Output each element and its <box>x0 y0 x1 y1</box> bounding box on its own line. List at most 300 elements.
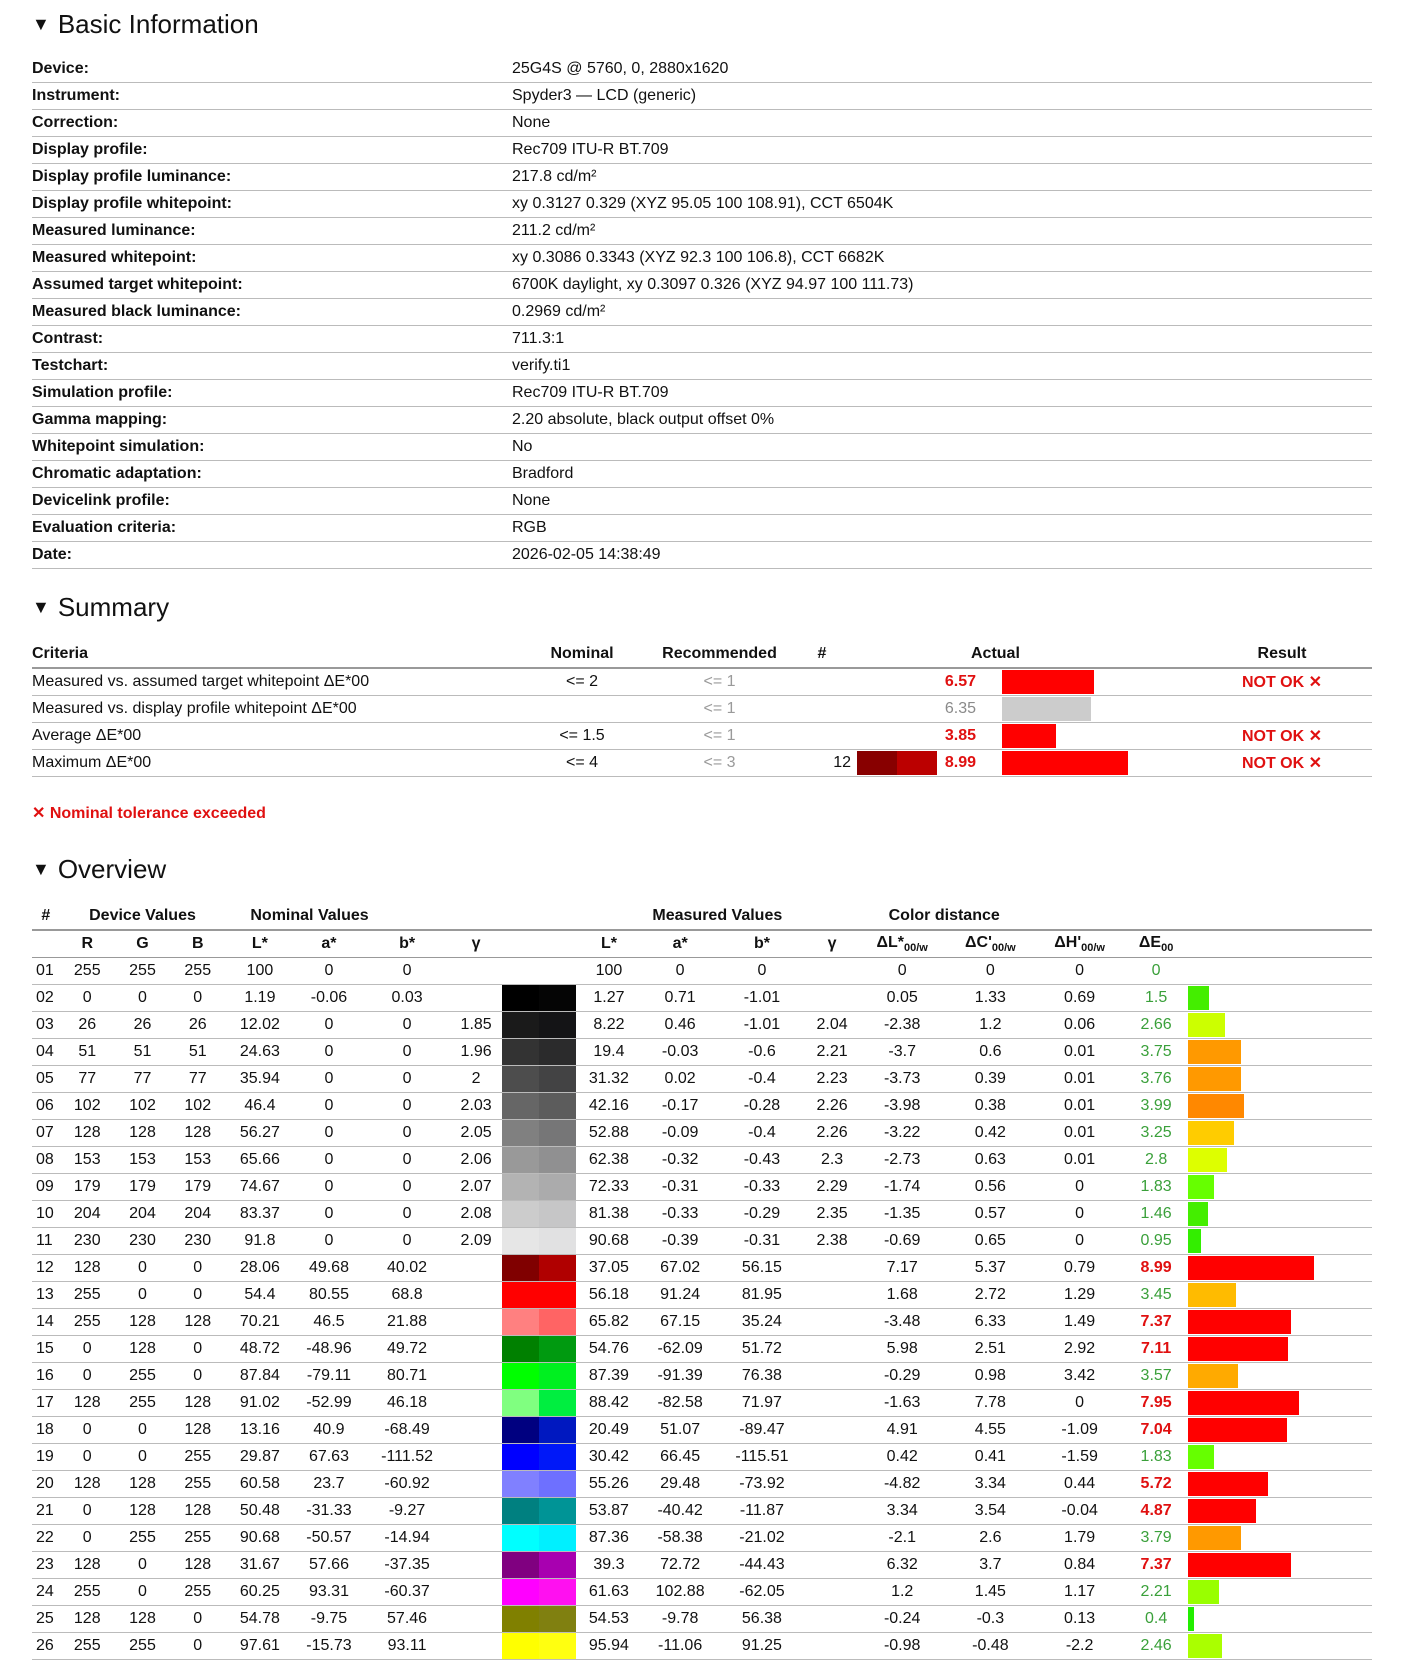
criteria-label: Measured vs. display profile whitepoint ΔE*00 <box>32 696 512 723</box>
cell-ml: 42.16 <box>576 1093 642 1120</box>
cell-b: 153 <box>170 1147 225 1174</box>
cell-ng: 1.96 <box>451 1039 502 1066</box>
delta-e-bar <box>1188 986 1209 1010</box>
col-g: G <box>115 930 170 958</box>
nominal-value: <= 1.5 <box>512 723 652 750</box>
cell-dl: 1.68 <box>859 1282 946 1309</box>
cell-mg <box>806 1552 859 1579</box>
cell-mb: 35.24 <box>718 1309 805 1336</box>
delta-e-value: 3.25 <box>1124 1120 1188 1147</box>
summary-table <box>32 641 1372 777</box>
cell-ng: 2.07 <box>451 1174 502 1201</box>
swatch-half <box>502 985 539 1011</box>
swatch-half <box>539 1498 576 1524</box>
cell-g: 102 <box>115 1093 170 1120</box>
delta-e-bar <box>1188 1634 1222 1658</box>
cell-dc: 2.6 <box>946 1525 1035 1552</box>
actual-value: 8.99 <box>937 750 1002 777</box>
info-value: 217.8 cd/m² <box>512 164 1372 191</box>
cell-g: 77 <box>115 1066 170 1093</box>
cell-r: 255 <box>60 958 115 985</box>
basic-info-table <box>32 56 1372 569</box>
delta-e-value: 0.95 <box>1124 1228 1188 1255</box>
swatch-half <box>502 1606 539 1632</box>
cell-ma: 29.48 <box>642 1471 719 1498</box>
patch-swatch <box>502 985 576 1012</box>
cell-ng: 2.08 <box>451 1201 502 1228</box>
swatch-pair <box>502 1120 576 1146</box>
cell-nb: 0 <box>364 1012 451 1039</box>
table-row <box>32 1336 1372 1363</box>
cell-g: 128 <box>115 1120 170 1147</box>
cell-ng: 2.05 <box>451 1120 502 1147</box>
patch-swatch <box>502 1039 576 1066</box>
swatch-half <box>539 1228 576 1254</box>
delta-e-value: 0.4 <box>1124 1606 1188 1633</box>
cell-nl: 90.68 <box>225 1525 294 1552</box>
patch-swatch <box>857 750 937 777</box>
delta-e-value: 7.95 <box>1124 1390 1188 1417</box>
cell-dl: -3.7 <box>859 1039 946 1066</box>
cell-ma: -11.06 <box>642 1633 719 1660</box>
section-title-basic[interactable]: ▼ Basic Information <box>32 9 259 39</box>
cell-g: 128 <box>115 1498 170 1525</box>
cell-na: 0 <box>294 1228 363 1255</box>
patch-swatch <box>502 1633 576 1660</box>
cell-nb: 21.88 <box>364 1309 451 1336</box>
info-value: No <box>512 434 1372 461</box>
cell-g: 255 <box>115 1633 170 1660</box>
cell-nb: 0 <box>364 1147 451 1174</box>
cell-r: 128 <box>60 1552 115 1579</box>
recommended-value: <= 1 <box>652 723 787 750</box>
patch-number: 24 <box>32 1579 60 1606</box>
swatch-pair <box>502 1093 576 1119</box>
cell-nb: 0 <box>364 1093 451 1120</box>
swatch-half <box>502 1120 539 1146</box>
info-value: 2.20 absolute, black output offset 0% <box>512 407 1372 434</box>
cell-mb: 0 <box>718 958 805 985</box>
cell-dl: -0.29 <box>859 1363 946 1390</box>
delta-e-bar-cell <box>1188 1066 1372 1093</box>
cell-nl: 60.25 <box>225 1579 294 1606</box>
cell-nl: 29.87 <box>225 1444 294 1471</box>
cell-ml: 81.38 <box>576 1201 642 1228</box>
cell-mg: 2.04 <box>806 1012 859 1039</box>
col-measured-b: b* <box>718 930 805 958</box>
info-row <box>32 137 1372 164</box>
patch-swatch <box>502 1093 576 1120</box>
cell-mg <box>806 1525 859 1552</box>
actual-value: 6.35 <box>937 696 1002 723</box>
cell-ma: -0.31 <box>642 1174 719 1201</box>
cell-mb: 56.15 <box>718 1255 805 1282</box>
cell-dh: 0.06 <box>1035 1012 1124 1039</box>
patch-swatch <box>857 696 937 723</box>
cell-ml: 39.3 <box>576 1552 642 1579</box>
cell-r: 26 <box>60 1012 115 1039</box>
cell-dc: 1.45 <box>946 1579 1035 1606</box>
swatch-half <box>502 1174 539 1200</box>
cell-r: 128 <box>60 1606 115 1633</box>
patch-swatch <box>502 1552 576 1579</box>
cell-dc: 2.72 <box>946 1282 1035 1309</box>
cell-dc: 4.55 <box>946 1417 1035 1444</box>
patch-swatch <box>502 1228 576 1255</box>
cell-ma: 67.15 <box>642 1309 719 1336</box>
delta-e-value: 1.83 <box>1124 1444 1188 1471</box>
patch-swatch <box>502 1336 576 1363</box>
cell-r: 255 <box>60 1633 115 1660</box>
cell-dc: 5.37 <box>946 1255 1035 1282</box>
cell-dl: -4.82 <box>859 1471 946 1498</box>
delta-e-bar <box>1188 1040 1241 1064</box>
cell-b: 255 <box>170 1579 225 1606</box>
cell-mg <box>806 1255 859 1282</box>
cell-nl: 28.06 <box>225 1255 294 1282</box>
cell-dc: 6.33 <box>946 1309 1035 1336</box>
col-actual: Actual <box>937 641 1192 668</box>
cell-ml: 8.22 <box>576 1012 642 1039</box>
table-row <box>32 1498 1372 1525</box>
col-nominal-a: a* <box>294 930 363 958</box>
info-value: xy 0.3086 0.3343 (XYZ 92.3 100 106.8), CCT 6682K <box>512 245 1372 272</box>
cell-r: 128 <box>60 1471 115 1498</box>
cell-ma: 0.02 <box>642 1066 719 1093</box>
nominal-value: <= 2 <box>512 668 652 696</box>
cell-mg <box>806 1390 859 1417</box>
delta-e-bar-cell <box>1188 1552 1372 1579</box>
cell-nl: 87.84 <box>225 1363 294 1390</box>
cell-ng <box>451 1417 502 1444</box>
cell-ml: 90.68 <box>576 1228 642 1255</box>
recommended-value: <= 1 <box>652 696 787 723</box>
cell-nb: 0.03 <box>364 985 451 1012</box>
info-label: Whitepoint simulation: <box>32 434 512 461</box>
cell-nb: -111.52 <box>364 1444 451 1471</box>
info-value: RGB <box>512 515 1372 542</box>
cell-mg: 2.23 <box>806 1066 859 1093</box>
swatch-pair <box>502 1309 576 1335</box>
cell-b: 51 <box>170 1039 225 1066</box>
delta-e-bar-cell <box>1188 1606 1372 1633</box>
cell-na: -50.57 <box>294 1525 363 1552</box>
actual-bar <box>1002 751 1128 775</box>
cell-ng <box>451 1606 502 1633</box>
swatch-half <box>502 1228 539 1254</box>
group-measured-values: Measured Values <box>576 903 859 930</box>
info-row <box>32 407 1372 434</box>
actual-bar-cell <box>1002 696 1192 723</box>
cell-mg <box>806 1633 859 1660</box>
patch-number: 02 <box>32 985 60 1012</box>
delta-e-bar <box>1188 1175 1214 1199</box>
cell-dh: 0.01 <box>1035 1039 1124 1066</box>
swatch-pair <box>502 1525 576 1551</box>
delta-e-bar <box>1188 1013 1225 1037</box>
patch-swatch <box>502 1606 576 1633</box>
collapse-triangle-icon[interactable]: ▼ <box>32 14 50 34</box>
table-row <box>32 958 1372 985</box>
cell-na: 0 <box>294 1012 363 1039</box>
cell-nb: -68.49 <box>364 1417 451 1444</box>
cell-dl: 0 <box>859 958 946 985</box>
swatch-half <box>539 1012 576 1038</box>
cell-ng <box>451 1363 502 1390</box>
cell-ng <box>451 1309 502 1336</box>
section-title-summary[interactable]: ▼ Summary <box>32 592 170 622</box>
patch-number: 22 <box>32 1525 60 1552</box>
info-value: 2026-02-05 14:38:49 <box>512 542 1372 569</box>
cell-dc: 0.98 <box>946 1363 1035 1390</box>
cell-r: 77 <box>60 1066 115 1093</box>
swatch-half <box>539 1066 576 1092</box>
info-row <box>32 56 1372 83</box>
info-label: Devicelink profile: <box>32 488 512 515</box>
swatch-pair <box>502 1552 576 1578</box>
delta-e-value: 2.8 <box>1124 1147 1188 1174</box>
recommended-value: <= 1 <box>652 668 787 696</box>
cell-dh: -1.09 <box>1035 1417 1124 1444</box>
info-row <box>32 245 1372 272</box>
info-row <box>32 299 1372 326</box>
cell-b: 0 <box>170 1633 225 1660</box>
delta-e-bar-cell <box>1188 1498 1372 1525</box>
patch-number: 03 <box>32 1012 60 1039</box>
collapse-triangle-icon[interactable]: ▼ <box>32 597 50 617</box>
cell-nb: -9.27 <box>364 1498 451 1525</box>
delta-e-bar <box>1188 1202 1208 1226</box>
cell-mg <box>806 1336 859 1363</box>
swatch-pair <box>502 1633 576 1659</box>
delta-e-bar <box>1188 1256 1314 1280</box>
cell-dh: 1.49 <box>1035 1309 1124 1336</box>
tolerance-note: ✕ Nominal tolerance exceeded <box>32 805 266 822</box>
cell-ng: 2.03 <box>451 1093 502 1120</box>
cell-dc: 3.34 <box>946 1471 1035 1498</box>
section-title-overview[interactable]: ▼ Overview <box>32 854 167 884</box>
cell-nb: 0 <box>364 1174 451 1201</box>
info-row <box>32 272 1372 299</box>
info-value: None <box>512 488 1372 515</box>
cell-dh: 0.01 <box>1035 1120 1124 1147</box>
info-label: Display profile: <box>32 137 512 164</box>
info-row <box>32 380 1372 407</box>
cell-dc: 0.65 <box>946 1228 1035 1255</box>
info-label: Gamma mapping: <box>32 407 512 434</box>
swatch-pair <box>857 751 937 775</box>
swatch-half <box>897 751 937 775</box>
cell-r: 0 <box>60 1525 115 1552</box>
cell-ml: 37.05 <box>576 1255 642 1282</box>
table-row <box>32 1525 1372 1552</box>
result-badge: NOT OK ✕ <box>1192 668 1372 696</box>
swatch-pair <box>502 1498 576 1524</box>
cell-ng <box>451 1552 502 1579</box>
info-row <box>32 542 1372 569</box>
patch-swatch <box>502 1498 576 1525</box>
col-b: B <box>170 930 225 958</box>
cell-ng: 2.09 <box>451 1228 502 1255</box>
cell-mb: -62.05 <box>718 1579 805 1606</box>
cell-dl: -0.24 <box>859 1606 946 1633</box>
delta-e-bar <box>1188 1391 1299 1415</box>
cell-ml: 20.49 <box>576 1417 642 1444</box>
swatch-half <box>502 1255 539 1281</box>
summary-row <box>32 750 1372 777</box>
patch-swatch <box>502 1066 576 1093</box>
patch-number: 09 <box>32 1174 60 1201</box>
cell-g: 255 <box>115 1390 170 1417</box>
swatch-half <box>502 1147 539 1173</box>
cell-b: 128 <box>170 1390 225 1417</box>
cell-ml: 31.32 <box>576 1066 642 1093</box>
info-value: 211.2 cd/m² <box>512 218 1372 245</box>
patch-number: 16 <box>32 1363 60 1390</box>
cell-dl: -3.73 <box>859 1066 946 1093</box>
cell-r: 230 <box>60 1228 115 1255</box>
cell-dc: 0.41 <box>946 1444 1035 1471</box>
cell-nl: 83.37 <box>225 1201 294 1228</box>
summary-row <box>32 668 1372 696</box>
patch-number: 12 <box>787 750 857 777</box>
patch-number: 05 <box>32 1066 60 1093</box>
group-swatch <box>502 903 576 930</box>
delta-e-bar-cell <box>1188 1417 1372 1444</box>
cell-ma: 66.45 <box>642 1444 719 1471</box>
cell-ma: 67.02 <box>642 1255 719 1282</box>
table-row <box>32 1579 1372 1606</box>
swatch-pair <box>502 1066 576 1092</box>
cell-dl: -2.1 <box>859 1525 946 1552</box>
cell-b: 0 <box>170 1363 225 1390</box>
cell-b: 230 <box>170 1228 225 1255</box>
cell-mg <box>806 985 859 1012</box>
cell-mg: 2.21 <box>806 1039 859 1066</box>
col-measured-gamma: γ <box>806 930 859 958</box>
cell-mb: -1.01 <box>718 985 805 1012</box>
cell-dh: 0 <box>1035 958 1124 985</box>
cell-dc: -0.3 <box>946 1606 1035 1633</box>
patch-number: 14 <box>32 1309 60 1336</box>
delta-e-bar <box>1188 1310 1291 1334</box>
cell-nl: 24.63 <box>225 1039 294 1066</box>
cell-g: 128 <box>115 1471 170 1498</box>
cell-dl: -1.74 <box>859 1174 946 1201</box>
info-value: 0.2969 cd/m² <box>512 299 1372 326</box>
cell-ng <box>451 958 502 985</box>
cell-dh: 0.01 <box>1035 1147 1124 1174</box>
col-nominal-l: L* <box>225 930 294 958</box>
swatch-half <box>539 1093 576 1119</box>
patch-number: 12 <box>32 1255 60 1282</box>
swatch-half <box>539 958 576 984</box>
swatch-half <box>539 1525 576 1551</box>
cell-ml: 52.88 <box>576 1120 642 1147</box>
patch-number: 08 <box>32 1147 60 1174</box>
cell-nl: 56.27 <box>225 1120 294 1147</box>
cell-na: 0 <box>294 1066 363 1093</box>
swatch-half <box>539 1471 576 1497</box>
delta-e-bar-cell <box>1188 1039 1372 1066</box>
info-value: 6700K daylight, xy 0.3097 0.326 (XYZ 94.97 100 111.73) <box>512 272 1372 299</box>
patch-swatch <box>502 1444 576 1471</box>
info-label: Evaluation criteria: <box>32 515 512 542</box>
cell-ng <box>451 1336 502 1363</box>
cell-g: 0 <box>115 985 170 1012</box>
actual-bar-cell <box>1002 750 1192 777</box>
cell-ma: -62.09 <box>642 1336 719 1363</box>
info-label: Instrument: <box>32 83 512 110</box>
swatch-half <box>539 1390 576 1416</box>
table-row <box>32 1174 1372 1201</box>
cell-ml: 53.87 <box>576 1498 642 1525</box>
patch-swatch <box>502 1282 576 1309</box>
cell-nl: 65.66 <box>225 1147 294 1174</box>
swatch-half <box>539 985 576 1011</box>
cell-mb: 51.72 <box>718 1336 805 1363</box>
cell-r: 255 <box>60 1309 115 1336</box>
cell-na: 93.31 <box>294 1579 363 1606</box>
collapse-triangle-icon[interactable]: ▼ <box>32 859 50 879</box>
delta-e-bar <box>1188 1526 1241 1550</box>
delta-e-bar <box>1188 1607 1194 1631</box>
delta-e-bar-cell <box>1188 1390 1372 1417</box>
swatch-half <box>502 1444 539 1470</box>
patch-number: 15 <box>32 1336 60 1363</box>
group-device-values: Device Values <box>60 903 226 930</box>
cell-nb: 40.02 <box>364 1255 451 1282</box>
cell-ma: 51.07 <box>642 1417 719 1444</box>
cell-ma: -91.39 <box>642 1363 719 1390</box>
swatch-half <box>502 1012 539 1038</box>
cell-g: 230 <box>115 1228 170 1255</box>
cell-dc: 0.63 <box>946 1147 1035 1174</box>
cell-nb: 0 <box>364 1201 451 1228</box>
swatch-half <box>502 1525 539 1551</box>
cell-g: 255 <box>115 1525 170 1552</box>
cell-nl: 70.21 <box>225 1309 294 1336</box>
delta-e-value: 7.37 <box>1124 1552 1188 1579</box>
patch-number: 13 <box>32 1282 60 1309</box>
patch-swatch <box>502 1012 576 1039</box>
cell-dh: 0 <box>1035 1201 1124 1228</box>
cell-na: 0 <box>294 1201 363 1228</box>
cell-mb: 71.97 <box>718 1390 805 1417</box>
cell-nl: 91.8 <box>225 1228 294 1255</box>
delta-e-value: 1.46 <box>1124 1201 1188 1228</box>
delta-e-value: 8.99 <box>1124 1255 1188 1282</box>
info-label: Testchart: <box>32 353 512 380</box>
cell-b: 0 <box>170 1336 225 1363</box>
cell-ml: 30.42 <box>576 1444 642 1471</box>
cell-dl: -0.69 <box>859 1228 946 1255</box>
cell-r: 128 <box>60 1120 115 1147</box>
swatch-pair <box>502 1039 576 1065</box>
cell-nb: -37.35 <box>364 1552 451 1579</box>
cell-nb: 57.46 <box>364 1606 451 1633</box>
cell-mg: 2.26 <box>806 1093 859 1120</box>
swatch-half <box>502 1309 539 1335</box>
result-badge: NOT OK ✕ <box>1192 750 1372 777</box>
cell-na: 40.9 <box>294 1417 363 1444</box>
cell-b: 255 <box>170 958 225 985</box>
swatch-pair <box>502 1255 576 1281</box>
delta-e-value: 3.75 <box>1124 1039 1188 1066</box>
delta-e-bar <box>1188 1499 1256 1523</box>
cell-na: -79.11 <box>294 1363 363 1390</box>
swatch-half <box>502 1633 539 1659</box>
